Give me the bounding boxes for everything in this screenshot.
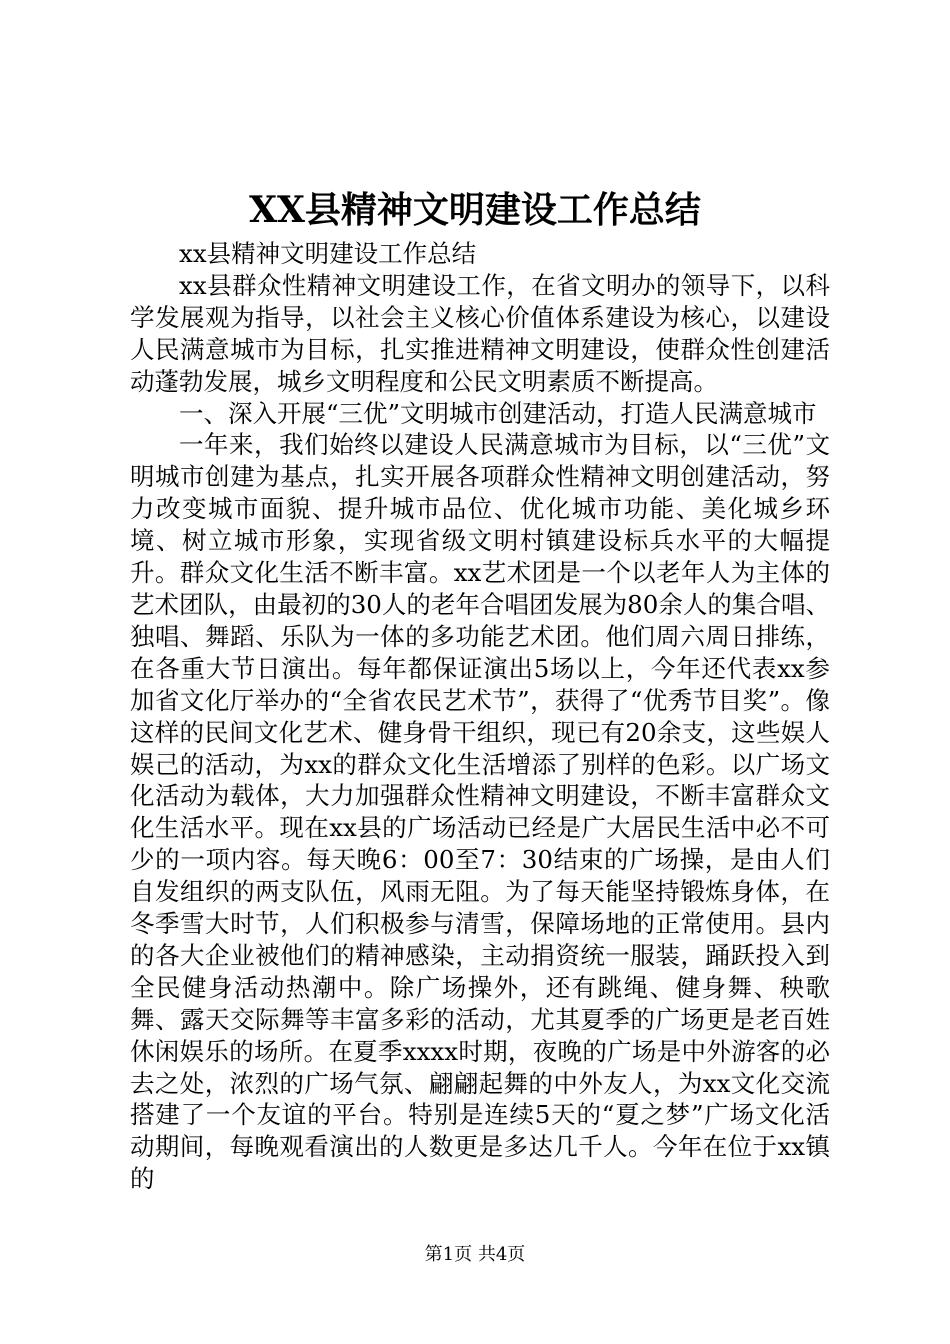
document-body	[130, 238, 830, 1195]
page-number-footer: 第1页 共4页	[424, 1244, 526, 1265]
paragraph-subtitle: xx县精神文明建设工作总结	[179, 239, 477, 268]
section-heading-1: 一、深入开展“三优”文明城市创建活动，打造人民满意城市	[179, 398, 817, 428]
paragraph-intro: xx县群众性精神文明建设工作，在省文明办的领导下，以科学发展观为指导，以社会主义核心价值体系建设为核心，以建设人民满意城市为目标，扎实推进精神文明建设，使群众性创建活动蓬勃发展，城乡文明程度和公民文明素质不断提高。	[130, 270, 830, 396]
paragraph-section-1-body: 一年来，我们始终以建设人民满意城市为目标，以“三优”文明城市创建为基点，扎实开展各项群众性精神文明创建活动，努力改变城市面貌、提升城市品位、优化城市功能、美化城乡环境、树立城市形象，实现省级文明村镇建设标兵水平的大幅提升。群众文化生活不断丰富。xx艺术团是一个以老年人为主体的艺术团队，由最初的30人的老年合唱团发展为80余人的集合唱、独唱、舞蹈、乐队为一体的多功能艺术团。他们周六周日排练，在各重大节日演出。每年都保证演出5场以上，今年还代表xx参加省文化厅举办的“全省农民艺术节”，获得了“优秀节目奖”。像这样的民间文化艺术、健身骨干组织，现已有20余支，这些娱人娱己的活动，为xx的群众文化生活增添了别样的色彩。以广场文化活动为载体，大力加强群众性精神文明建设，不断丰富群众文化生活水平。现在xx县的广场活动已经是广大居民生活中必不可少的一项内容。每天晚6：00至7：30结束的广场操，是由人们自发组织的两支队伍，风雨无阻。为了每天能坚持锻炼身体，在冬季雪大时节，人们积极参与清雪，保障场地的正常使用。县内的各大企业被他们的精神感染，主动捐资统一服装，踊跃投入到全民健身活动热潮中。除广场操外，还有跳绳、健身舞、秧歌舞、露天交际舞等丰富多彩的活动，尤其夏季的广场更是老百姓休闲娱乐的场所。在夏季xxxx时期，夜晚的广场是中外游客的必去之处，浓烈的广场气氛、翩翩起舞的中外友人，为xx文化交流搭建了一个友谊的平台。特别是连续5天的“夏之梦”广场文化活动期间，每晚观看演出的人数更是多达几千人。今年在位于xx镇的	[130, 430, 830, 1194]
document-title: XX县精神文明建设工作总结	[249, 189, 701, 231]
